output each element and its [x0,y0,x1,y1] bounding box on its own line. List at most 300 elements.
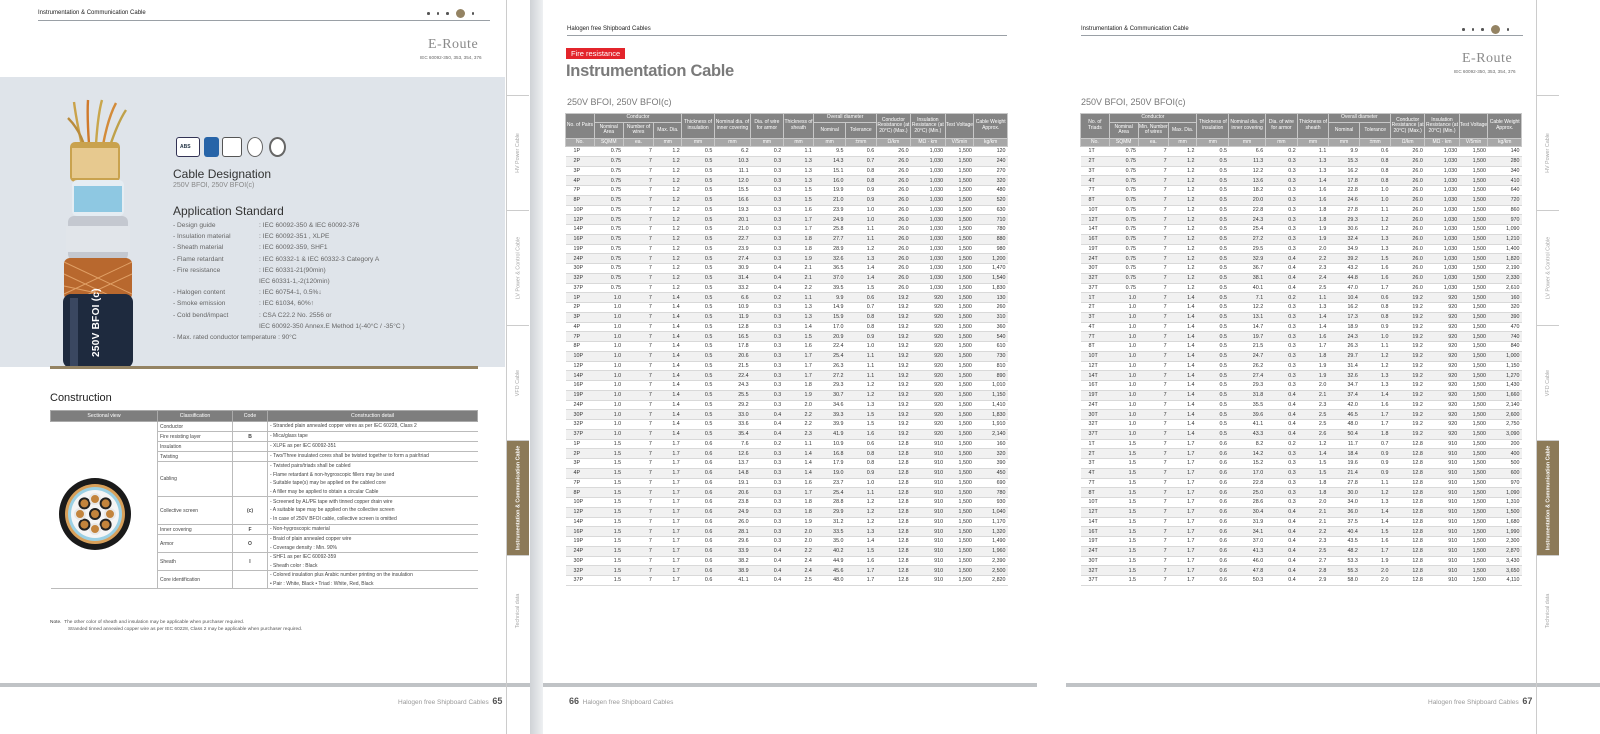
table-cell: 24.3 [1229,215,1265,225]
table-cell: 1.4 [654,381,682,391]
table-cell: 1.5 [1109,468,1138,478]
table-cell: 1,500 [1459,273,1488,283]
table-cell: 1.8 [1298,478,1329,488]
table-cell: 0.3 [751,527,784,537]
table-cell: 11.1 [714,166,750,176]
code-cell: B [233,432,268,442]
table-cell: 7 [623,225,654,235]
table-cell: 0.6 [1360,293,1391,303]
table-cell: 1,500 [1459,556,1488,566]
table-cell: 17.8 [714,342,750,352]
table-cell: 910 [911,527,945,537]
table-cell: 200 [1488,439,1522,449]
table-cell: 7 [1138,420,1169,430]
table-cell: 910 [1425,468,1459,478]
table-cell: 6.6 [1229,147,1265,157]
table-cell: 0.75 [594,273,623,283]
table-cell: 1.7 [846,566,877,576]
table-cell: 0.4 [751,576,784,586]
note-label: Note. [50,620,62,625]
table-cell: 0.75 [594,195,623,205]
table-cell: 1,500 [1459,264,1488,274]
spec-key [173,321,259,332]
table-row [566,556,1008,566]
table-cell: 920 [1425,322,1459,332]
side-tab[interactable] [1537,325,1559,440]
table-cell: 1,470 [974,264,1008,274]
table-cell: 910 [911,576,945,586]
table-cell: 32.6 [1328,371,1360,381]
table-cell: 14P [566,225,595,235]
table-cell: 1.8 [1298,488,1329,498]
table-cell: 7 [623,429,654,439]
side-tab[interactable] [507,325,529,440]
table-row [566,283,1008,293]
footer [1428,696,1532,706]
table-cell: 910 [911,546,945,556]
table-cell: 0.75 [594,264,623,274]
table-cell: 33.0 [714,410,750,420]
core-circle [79,498,89,508]
table-cell: 320 [1488,303,1522,313]
table-cell: 1.8 [783,381,814,391]
table-cell: 26.3 [1328,342,1360,352]
table-cell: 3T [1081,459,1110,469]
table-cell: 19P [566,537,595,547]
code-cell: F [233,525,268,535]
core-circle [79,520,89,530]
table-cell: 1.4 [654,410,682,420]
table-cell: 910 [1425,566,1459,576]
table-cell: 16.2 [1328,303,1360,313]
table-cell: 30.9 [714,264,750,274]
column-header: Max. Dia. [654,122,682,138]
table-cell: 0.5 [1197,429,1229,439]
table-cell: 910 [1425,556,1459,566]
table-cell: 7 [623,371,654,381]
table-cell: 21.5 [714,361,750,371]
side-tab[interactable] [507,440,529,555]
table-cell: 0.7 [846,156,877,166]
table-cell: 1.9 [783,254,814,264]
designation-value: 250V BFOI, 250V BFOI(c) [173,182,255,189]
table-cell: 15.1 [814,166,846,176]
table-cell: 12.8 [876,546,910,556]
side-tab[interactable] [1537,555,1559,665]
side-tab-label: VFD Cable [515,369,521,397]
table-row [1081,176,1522,186]
table-cell: 0.3 [1265,449,1297,459]
table-cell: 14.9 [814,303,846,313]
table-cell: 12.8 [1390,527,1424,537]
detail-cell [268,535,478,553]
header-row [566,114,1008,123]
table-cell: 810 [974,361,1008,371]
table-cell: 1.5 [1298,459,1329,469]
bv-cert-icon [247,137,263,157]
table-row [566,498,1008,508]
table-cell: 1.2 [654,147,682,157]
table-row [1081,566,1522,576]
table-cell: 0.3 [751,459,784,469]
table-cell: 28.6 [1229,498,1265,508]
table-cell: 19.2 [1390,381,1424,391]
table-cell: 1,030 [1425,225,1459,235]
unit-header: mm [654,139,682,147]
table-cell: 1.7 [654,498,682,508]
table-cell: 1.5 [846,546,877,556]
table-cell: 1.7 [1169,498,1197,508]
table-cell: 1,680 [1488,517,1522,527]
table-cell: 32.6 [814,254,846,264]
construction-heading: Construction [50,392,112,404]
spec-row [173,220,405,231]
table-cell: 2.4 [1298,273,1329,283]
column-header: Nominal Area [1109,122,1138,138]
table-cell: 2.5 [1298,546,1329,556]
table-cell: 1.5 [1109,517,1138,527]
table-cell: 15.3 [1328,156,1360,166]
table-cell: 0.5 [682,342,715,352]
table-cell: 19.2 [1390,342,1424,352]
table-cell: 19.2 [1390,312,1424,322]
detail-line: - Twisted pairs/triads shall be cabled [270,463,351,469]
unit-header: ea. [1138,139,1169,147]
cable-print: 250V BFOI (c) [91,288,102,357]
side-tab[interactable] [1537,95,1559,210]
table-cell: 910 [1425,537,1459,547]
table-cell: 32T [1081,566,1110,576]
table-cell: 12P [566,507,595,517]
table-cell: 0.3 [1265,332,1297,342]
table-cell: 40.2 [814,546,846,556]
table-cell: 0.5 [1197,264,1229,274]
table-cell: 1.2 [654,264,682,274]
spec-key: - Cold bend/impact [173,311,229,319]
table-cell: 1.0 [1109,371,1138,381]
table-cell: 0.3 [1265,371,1297,381]
table-cell: 1,500 [945,381,974,391]
running-header: Instrumentation & Communication Cable [38,10,146,16]
table-cell: 1,030 [911,186,945,196]
column-header: Thickness of sheath [1298,114,1329,139]
table-cell: 1,500 [1459,234,1488,244]
table-cell: 1,030 [911,166,945,176]
table-cell: 26.0 [1390,166,1424,176]
table-cell: 1,500 [1459,537,1488,547]
table-cell: 1.3 [1360,381,1391,391]
table-cell: 1,400 [1488,244,1522,254]
table-cell: 7 [1138,478,1169,488]
table-cell: 0.4 [1265,566,1297,576]
table-cell: 1.0 [594,342,623,352]
table-cell: 0.5 [682,351,715,361]
table-cell: 15.2 [1229,459,1265,469]
detail-cell [268,422,478,432]
table-cell: 0.3 [1265,303,1297,313]
table-cell: 1,030 [911,264,945,274]
table-cell: 2.1 [1298,390,1329,400]
table-cell: 2.2 [783,410,814,420]
table-cell: 1.9 [1298,371,1329,381]
table-cell: 910 [1425,517,1459,527]
column-header: Cable Weight Approx. [974,114,1008,139]
table-cell: 7 [623,147,654,157]
table-cell: 1.0 [1109,322,1138,332]
table-cell: 19.2 [1390,400,1424,410]
table-cell: 1.7 [783,225,814,235]
table-cell: 0.3 [751,205,784,215]
table-cell: 26.0 [876,156,910,166]
table-title: 250V BFOI, 250V BFOI(c) [1081,97,1186,107]
table-cell: 0.75 [594,147,623,157]
table-cell: 1.0 [594,351,623,361]
side-tab[interactable] [1537,440,1559,555]
table-cell: 920 [911,312,945,322]
table-row [1081,351,1522,361]
table-cell: 1.4 [1169,420,1197,430]
side-tab[interactable] [1537,210,1559,325]
table-row [1081,410,1522,420]
table-cell: 16T [1081,234,1110,244]
table-cell: 19P [566,244,595,254]
table-cell: 1,030 [1425,264,1459,274]
table-cell: 1,660 [1488,390,1522,400]
table-cell: 0.6 [682,517,715,527]
table-cell: 0.6 [682,488,715,498]
unit-header: mm [1328,139,1360,147]
table-cell: 2P [566,449,595,459]
table-cell: 7 [1138,264,1169,274]
side-tab[interactable] [507,555,529,665]
table-cell: 920 [1425,312,1459,322]
table-cell: 26.0 [876,273,910,283]
unit-header: MΩ · km [911,139,945,147]
table-cell: 1.5 [594,488,623,498]
table-cell: 1P [566,439,595,449]
table-cell: 7 [623,449,654,459]
table-cell: 910 [911,556,945,566]
table-cell: 26.0 [1390,264,1424,274]
table-cell: 19.2 [876,322,910,332]
brand-logo: E-Route [1462,51,1513,66]
spec-value: : IEC 61034, 60%↑ [259,300,314,308]
table-cell: 3T [1081,166,1110,176]
table-cell: 1.2 [1169,147,1197,157]
spec-row [173,310,405,321]
table-cell: 1,000 [1488,351,1522,361]
table-cell: 26.0 [1390,147,1424,157]
table-cell: 2.3 [1298,264,1329,274]
table-cell: 7 [1138,576,1169,586]
page-number: 65 [492,696,503,706]
detail-cell [268,452,478,462]
table-cell: 39.3 [814,410,846,420]
table-cell: 0.3 [751,449,784,459]
table-cell: 1T [1081,293,1110,303]
table-cell: 1.2 [1169,244,1197,254]
table-cell: 0.6 [1197,546,1229,556]
table-cell: 3P [566,459,595,469]
table-cell: 920 [911,390,945,400]
table-cell: 1,500 [1459,332,1488,342]
table-cell: 1,030 [1425,254,1459,264]
table-cell: 1,170 [974,517,1008,527]
table-cell: 0.6 [1197,527,1229,537]
table-cell: 58.0 [1328,576,1360,586]
table-cell: 0.5 [682,244,715,254]
table-cell: 0.4 [751,273,784,283]
side-tab[interactable] [507,210,529,325]
table-row [566,205,1008,215]
table-cell: 1.1 [846,225,877,235]
table-row [566,293,1008,303]
table-cell: 0.5 [682,332,715,342]
table-cell: 0.4 [1265,527,1297,537]
table-cell: 2.8 [1298,566,1329,576]
classification-cell: Cabling [158,462,233,497]
table-cell: 17.0 [1229,468,1265,478]
table-cell: 13.1 [1229,312,1265,322]
table-cell: 1.2 [654,195,682,205]
table-cell: 910 [1425,449,1459,459]
table-cell: 16T [1081,381,1110,391]
table-cell: 1,030 [911,234,945,244]
table-cell: 0.5 [1197,351,1229,361]
table-cell: 7 [1138,342,1169,352]
table-cell: 0.4 [1265,429,1297,439]
table-cell: 30.0 [1328,488,1360,498]
table-cell: 10T [1081,351,1110,361]
table-cell: 1.0 [594,332,623,342]
note-line: Stranded tinned annealed copper wire as per IEC 60228, Class 2 may be applicable when purchaser required. [68,626,303,632]
table-cell: 1T [1081,439,1110,449]
table-cell: 37.5 [1328,517,1360,527]
table-cell: 30.4 [1229,507,1265,517]
table-cell: 26.0 [876,215,910,225]
table-cell: 0.4 [1265,400,1297,410]
table-cell: 1,500 [1459,215,1488,225]
table-cell: 1.4 [654,342,682,352]
side-tabs [1536,0,1560,734]
unit-header: mm [1229,139,1265,147]
table-cell: 0.3 [751,156,784,166]
table-cell: 23.9 [714,244,750,254]
table-cell: 10.9 [814,439,846,449]
table-cell: 910 [1425,488,1459,498]
table-cell: 1.5 [594,459,623,469]
table-cell: 12.8 [1390,546,1424,556]
table-cell: 1,500 [945,537,974,547]
table-cell: 33.5 [814,527,846,537]
table-cell: 1.5 [1109,459,1138,469]
table-cell: 910 [911,449,945,459]
table-cell: 1.4 [1360,390,1391,400]
table-cell: 360 [974,322,1008,332]
table-cell: 38.9 [714,566,750,576]
table-cell: 41.1 [714,576,750,586]
table-cell: 1.5 [1360,254,1391,264]
table-cell: 0.3 [751,176,784,186]
table-cell: 26.0 [1390,283,1424,293]
table-cell: 2P [566,156,595,166]
table-cell: 1,500 [1459,156,1488,166]
table-cell: 970 [1488,478,1522,488]
table-cell: 7 [1138,273,1169,283]
table-cell: 7 [1138,566,1169,576]
footer [398,696,502,706]
table-cell: 12.8 [876,537,910,547]
spec-key: - Halogen content [173,289,226,297]
table-cell: 2.5 [1298,410,1329,420]
code-cell [233,462,268,497]
abs-cert-icon: ABS [176,137,200,157]
table-cell: 0.9 [1360,449,1391,459]
table-cell: 12.8 [1390,449,1424,459]
table-row [566,215,1008,225]
table-row [1081,507,1522,517]
table-cell: 2.1 [1298,507,1329,517]
table-cell: 39.6 [1229,410,1265,420]
table-cell: 3P [566,166,595,176]
table-cell: 37.4 [1328,390,1360,400]
table-cell: 7T [1081,332,1110,342]
table-cell: 1,030 [911,147,945,157]
table-cell: 7 [1138,498,1169,508]
table-cell: 270 [974,166,1008,176]
table-cell: 11.9 [714,312,750,322]
table-cell: 26.0 [1390,205,1424,215]
table-cell: 1,500 [945,225,974,235]
table-cell: 32P [566,420,595,430]
table-cell: 17.3 [1328,312,1360,322]
side-tab[interactable] [507,95,529,210]
table-cell: 29.6 [714,537,750,547]
table-cell: 17.8 [1328,176,1360,186]
table-cell: 1.8 [1298,351,1329,361]
table-cell: 1.4 [654,420,682,430]
table-cell: 1,030 [911,205,945,215]
table-cell: 1,500 [945,459,974,469]
table-cell: 7 [1138,322,1169,332]
table-cell: 920 [911,381,945,391]
table-cell: 0.75 [1109,195,1138,205]
construction-header: Construction detail [268,411,478,422]
column-header: Conductor [594,114,681,123]
table-cell: 1.9 [1298,234,1329,244]
table-cell: 0.5 [682,166,715,176]
table-cell: 2,300 [1488,537,1522,547]
table-cell: 1,500 [1459,342,1488,352]
table-cell: 1,500 [945,361,974,371]
table-cell: 1,500 [945,517,974,527]
table-cell: 1,500 [945,478,974,488]
table-row [566,371,1008,381]
table-cell: 0.3 [751,254,784,264]
table-cell: 42.0 [1328,400,1360,410]
table-cell: 1.5 [1109,546,1138,556]
table-cell: 0.6 [1197,439,1229,449]
table-row [1081,556,1522,566]
table-cell: 19.2 [876,400,910,410]
core-circle [105,509,115,519]
table-cell: 0.3 [1265,244,1297,254]
table-cell: 1.7 [1360,420,1391,430]
table-cell: 35.5 [1229,400,1265,410]
table-cell: 1,500 [1459,186,1488,196]
table-cell: 1.0 [594,429,623,439]
table-cell: 840 [1488,342,1522,352]
